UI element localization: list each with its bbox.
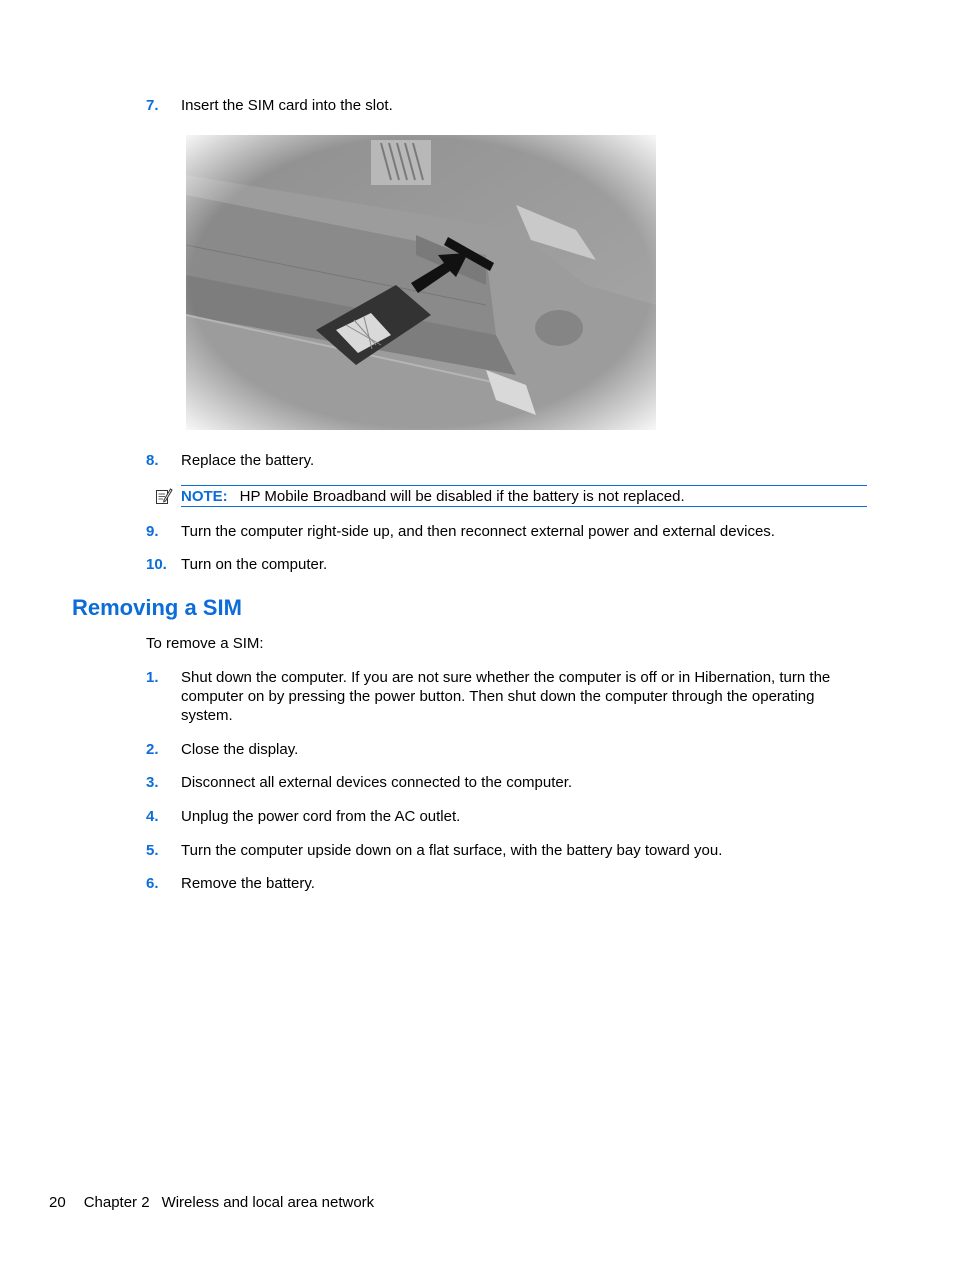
step-text: Insert the SIM card into the slot.: [181, 97, 393, 114]
step-text: Unplug the power cord from the AC outlet.: [181, 808, 461, 825]
step-number: 10.: [146, 556, 167, 573]
step-number: 2.: [146, 741, 159, 758]
step-text: Close the display.: [181, 741, 299, 758]
step-text: Remove the battery.: [181, 875, 315, 892]
section-title: Removing a SIM: [72, 595, 242, 620]
step-text: Turn on the computer.: [181, 556, 328, 573]
step-number: 6.: [146, 875, 159, 892]
sim-insert-illustration: [186, 135, 656, 430]
step-number: 9.: [146, 523, 159, 540]
step-number: 4.: [146, 808, 159, 825]
note-box: [181, 485, 867, 507]
step-number: 7.: [146, 97, 159, 114]
step-number: 1.: [146, 669, 159, 686]
chapter-label: Chapter 2: [83, 1194, 150, 1211]
section-intro: To remove a SIM:: [146, 635, 264, 652]
note-label: NOTE:: [181, 488, 228, 505]
note-text: HP Mobile Broadband will be disabled if the battery is not replaced.: [239, 488, 685, 505]
page-footer: [49, 1193, 374, 1212]
step-text: Turn the computer upside down on a flat surface, with the battery bay toward you.: [181, 842, 723, 859]
step-number: 8.: [146, 452, 159, 469]
step-text: Turn the computer right-side up, and then reconnect external power and external devices.: [181, 523, 775, 540]
step-text: Replace the battery.: [181, 452, 315, 469]
step-text: Disconnect all external devices connected to the computer.: [181, 774, 573, 791]
step-number: 5.: [146, 842, 159, 859]
page-number: 20: [49, 1194, 66, 1211]
note-pencil-icon: [155, 487, 173, 505]
step-text: Shut down the computer. If you are not sure whether the computer is off or in Hibernation, turn the computer on by pressing the power button. Then shut down the computer through the operating system.: [181, 669, 831, 724]
chapter-title: Wireless and local area network: [161, 1194, 375, 1211]
step-number: 3.: [146, 774, 159, 791]
